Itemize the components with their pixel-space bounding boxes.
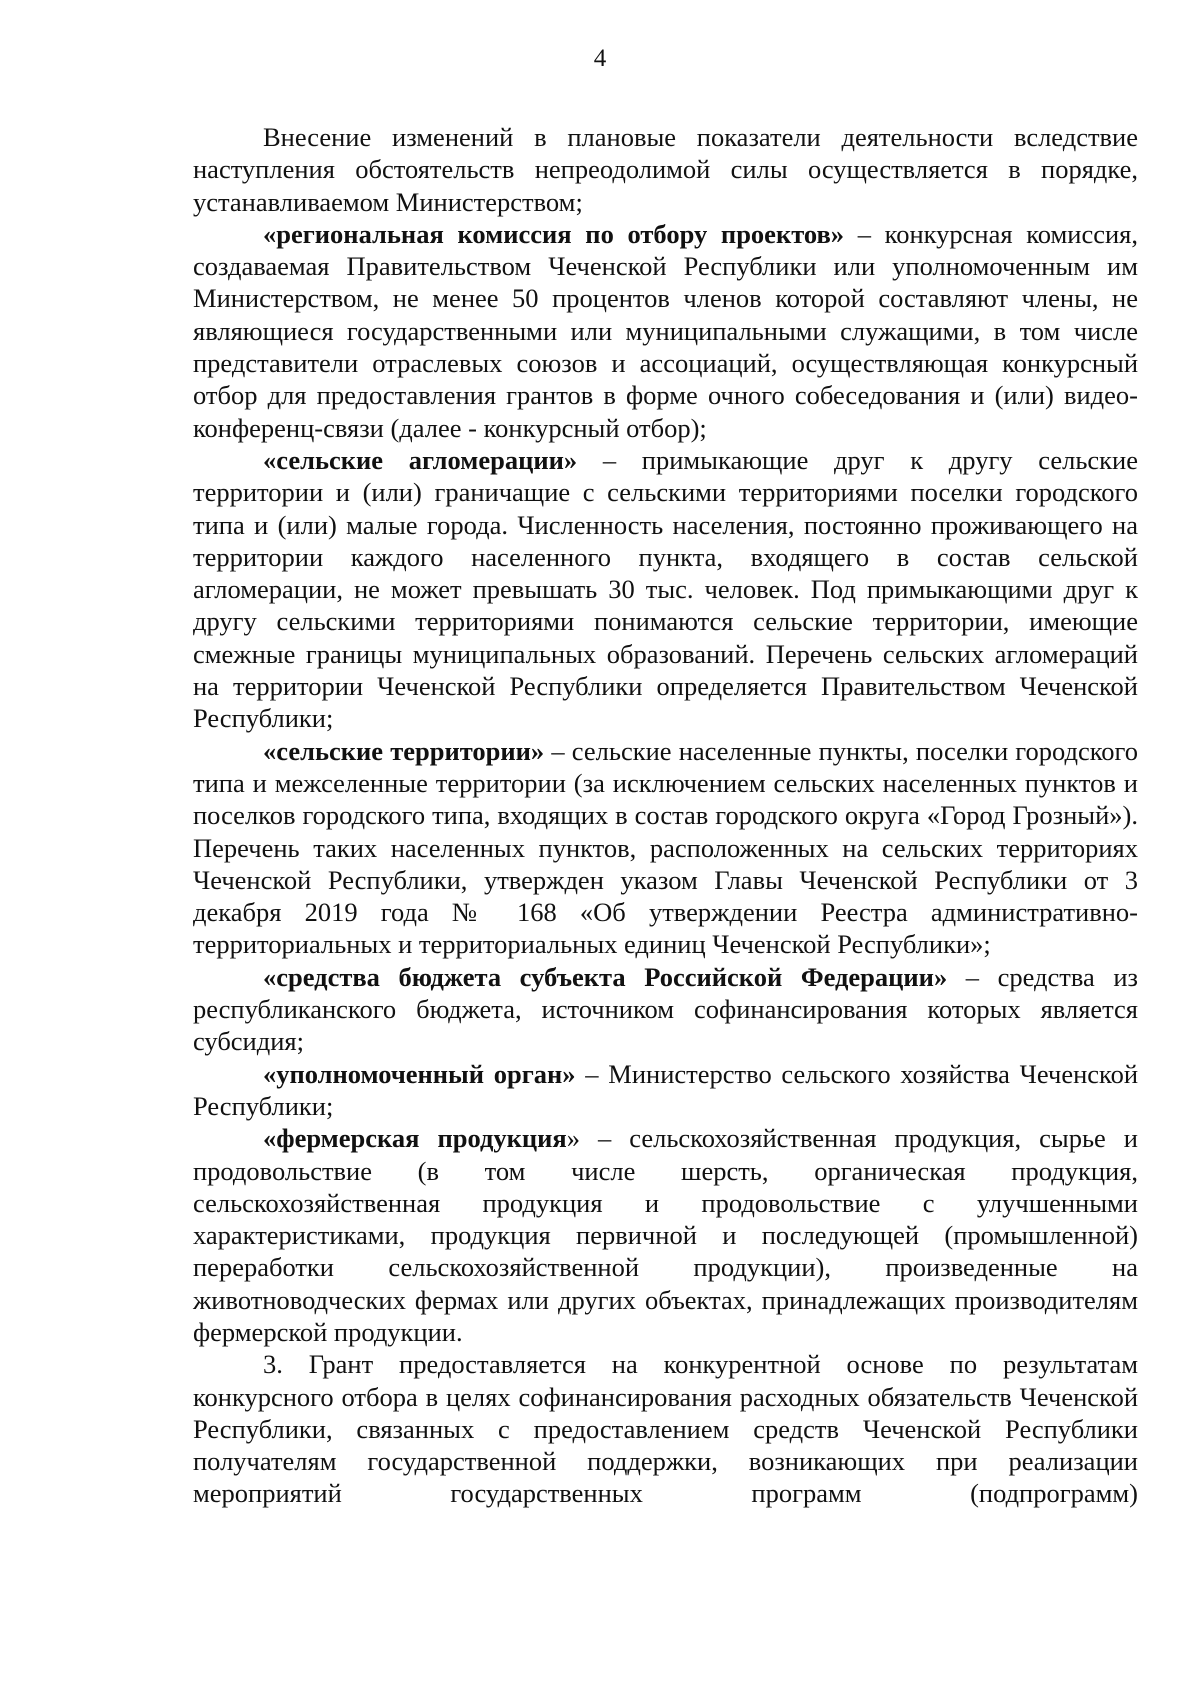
paragraph-farm-products: [193, 1122, 1138, 1348]
paragraph-regional-commission: [193, 218, 1138, 444]
paragraph-text: 3. Грант предоставляется на конкурентной основе по результатам конкурсного отбора в целях софинансирования расходных обязательств Чеченской Республики, связанных с предоставлением средств Чеченской Республики получателям государственной поддержки, возникающих при реализации мероприятий государственных программ (подпрограмм): [193, 1349, 1138, 1509]
paragraph-term: «сельские территории»: [263, 735, 545, 766]
paragraph-rural-agglomerations: [193, 444, 1138, 735]
paragraph-plan-changes: [193, 121, 1138, 218]
paragraph-grant-provision: [193, 1348, 1138, 1509]
paragraph-text: – Министерство сельского хозяйства Чеченской Республики;: [193, 1058, 1138, 1121]
paragraph-text: Внесение изменений в плановые показатели деятельности вследствие наступления обстоятельств непреодолимой силы осуществляется в порядке, устанавливаемом Министерством;: [193, 122, 1138, 217]
paragraph-text: – конкурсная комиссия, создаваемая Правительством Чеченской Республики или уполномоченным им Министерством, не менее 50 процентов членов которой составляют члены, не являющиеся государственными или муниципальными служащими, в том числе представители отраслевых союзов и ассоциаций, осуществляющая конкурсный отбор для предоставления грантов в форме очного собеседования и (или) видео-конференц-связи (далее - конкурсный отбор);: [193, 218, 1138, 443]
page-number: 4: [593, 45, 607, 72]
paragraph-term: «средства бюджета субъекта Российской Федерации»: [263, 961, 948, 992]
paragraph-budget-funds: [193, 961, 1138, 1058]
paragraph-text: – средства из республиканского бюджета, источником софинансирования которых является субсидия;: [193, 961, 1138, 1057]
paragraph-term: «фермерская продукция: [263, 1123, 567, 1154]
document-body: [193, 121, 1138, 1510]
paragraph-rural-territories: [193, 735, 1138, 961]
paragraph-text: – сельские населенные пункты, поселки городского типа и межселенные территории (за исключением сельских населенных пунктов и поселков городского типа, входящих в состав городского округа «Город Грозный»). Перечень таких населенных пунктов, расположенных на сельских территориях Чеченской Республики, утвержден указом Главы Чеченской Республики от 3 декабря 2019 года № 168 «Об утверждении Реестра административно-территориальных и территориальных единиц Чеченской Республики»;: [193, 735, 1138, 960]
paragraph-text: – примыкающие друг к другу сельские территории и (или) граничащие с сельскими территориями поселки городского типа и (или) малые города. Численность населения, постоянно проживающего на территории каждого населенного пункта, входящего в состав сельской агломерации, не может превышать 30 тыс. человек. Под примыкающими друг к другу сельскими территориями понимаются сельские территории, имеющие смежные границы муниципальных образований. Перечень сельских агломераций на территории Чеченской Республики определяется Правительством Чеченской Республики;: [193, 444, 1138, 734]
paragraph-term: «уполномоченный орган»: [263, 1058, 576, 1089]
paragraph-text: » – сельскохозяйственная продукция, сырье и продовольствие (в том числе шерсть, органическая продукция, сельскохозяйственная продукция и продовольствие с улучшенными характеристиками, продукция первичной и последующей (промышленной) переработки сельскохозяйственной продукции), произведенные на животноводческих фермах или других объектах, принадлежащих производителям фермерской продукции.: [193, 1123, 1138, 1347]
paragraph-authorized-body: [193, 1058, 1138, 1123]
paragraph-term: «сельские агломерации»: [263, 444, 578, 475]
paragraph-term: «региональная комиссия по отбору проектов»: [263, 218, 845, 249]
